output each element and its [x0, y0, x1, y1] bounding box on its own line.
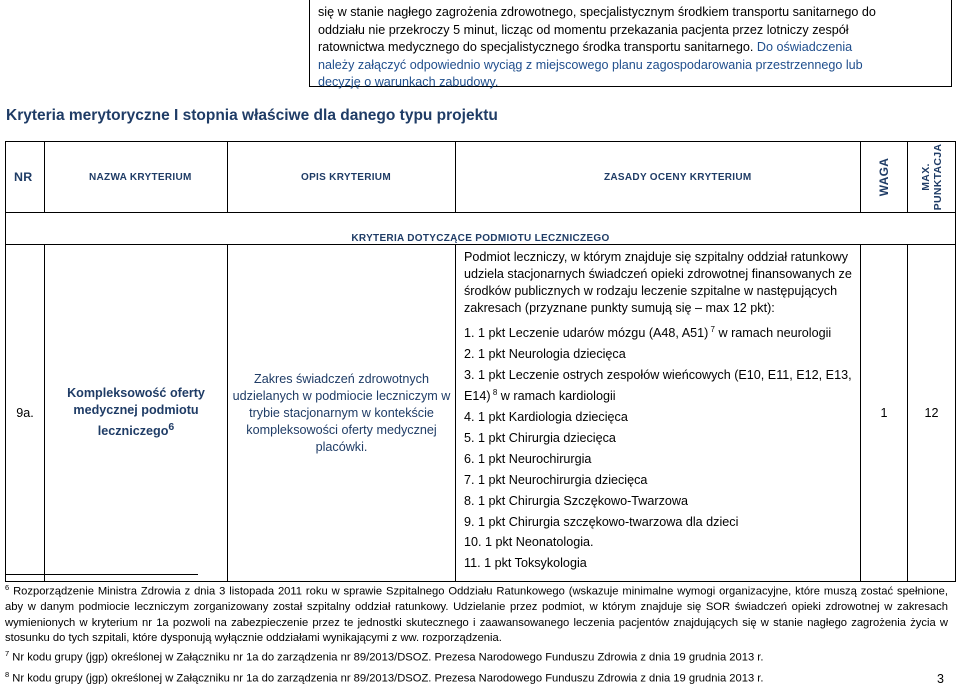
top-text-line-2: oddziału nie przekroczy 5 minut, licząc od momentu przekazania pacjenta przez lotniczy zespół: [318, 22, 849, 37]
rule-item: 4. 1 pkt Kardiologia dziecięca: [464, 410, 628, 425]
rule-item: 1. 1 pkt Leczenie udarów mózgu (A48, A51) $^7$ w ramach neurologii: [464, 325, 832, 341]
section-heading: Kryteria merytoryczne I stopnia właściwe dla danego typu projektu: [6, 107, 498, 124]
criteria-table: [5, 141, 956, 582]
max-points-value: 12: [908, 245, 956, 582]
rule-footnote-ref: 8: [490, 387, 498, 397]
rule-item: 2. 1 pkt Neurologia dziecięca: [464, 347, 626, 362]
rule-item: 7. 1 pkt Neurochirurgia dziecięca: [464, 472, 648, 487]
top-text-highlight: Do oświadczenia: [756, 40, 853, 55]
name-footnote-ref: 6: [168, 421, 175, 434]
header-max: [908, 142, 956, 213]
footnote-marker: 7: [5, 649, 10, 659]
page-number: 3: [937, 672, 944, 686]
rule-item: 10. 1 pkt Neonatologia.: [464, 535, 594, 550]
top-text-line-5: decyzję o warunkach zabudowy.: [318, 75, 499, 90]
top-text-line-1: się w stanie nagłego zagrożenia zdrowotnego, specjalistycznym środkiem transportu sanitarnego do: [318, 5, 876, 19]
footnote: $^8$ Nr kodu grupy (jgp) określonej w Załączniku nr 1a do zarządzenia nr 89/2013/DSOZ. Prezesa Narodowego Funduszu Zdrowia z dnia 19 grudnia 2013 r.: [5, 669, 764, 685]
footnote-marker: 6: [5, 583, 10, 592]
row-number: 9a.: [6, 245, 45, 582]
header-max-line1: MAX.: [919, 163, 932, 191]
weight-value: 1: [861, 245, 908, 582]
rule-item: 8. 1 pkt Chirurgia Szczękowo-Twarzowa: [464, 493, 688, 508]
table-subheader-row: [6, 213, 956, 245]
rule-item: 11. 1 pkt Toksykologia: [464, 556, 587, 571]
rule-item: 3. 1 pkt Leczenie ostrych zespołów wieńcowych (E10, E11, E12, E13, E14) $^8$ w ramach kardiologii: [464, 367, 852, 404]
rule-item: 5. 1 pkt Chirurgia dziecięca: [464, 430, 616, 445]
footnote-separator: [5, 574, 198, 575]
rules-list: [464, 321, 854, 572]
continued-text-box: [309, 0, 952, 90]
footnote-marker: 8: [5, 669, 10, 679]
top-text-line-4: należy załączyć odpowiednio wyciąg z miejscowego planu zagospodarowania przestrzennego lub: [318, 57, 863, 72]
header-max-line2: PUNKTACJA: [931, 143, 944, 211]
rule-footnote-ref: 7: [708, 325, 715, 334]
footnote: $^6$ Rozporządzenie Ministra Zdrowia z dnia 3 listopada 2011 roku w sprawie Szpitalnego Oddziału Ratunkowego (wskazuje minimalne wymogi organizacyjne, które muszą zostać spełnione, aby w danym podmiocie leczniczym zorganizowany został szpitalny oddział ratunkowy. Udzielanie przez podmiot, w którym znajduje się SOR świadczeń opieki zdrowotnej w zakresach wymienionych w kryterium nr 1a pozwoli na zabezpieczenie przez te jednostki skutecznego i zaawansowanego leczenia pacjentów znajdujących się w stanie nagłego zagrożenia życia w stosunku do tych szpitali, które dysponują wyłącznie oddziałami wynikającymi z ww. rozporządzenia.: [5, 583, 948, 644]
rule-item: 9. 1 pkt Chirurgia szczękowo-twarzowa dla dzieci: [464, 514, 739, 529]
criterion-rules: [456, 245, 861, 582]
criterion-name: Kompleksowość oferty medycznej podmiotu leczniczego$^6$: [45, 245, 228, 582]
table-row: [6, 245, 956, 582]
header-nr: NR: [6, 142, 45, 213]
header-desc: OPIS KRYTERIUM: [228, 142, 456, 213]
header-name: NAZWA KRYTERIUM: [45, 142, 228, 213]
footnotes: [5, 580, 948, 687]
footnote: $^7$ Nr kodu grupy (jgp) określonej w Załączniku nr 1a do zarządzenia nr 89/2013/DSOZ. Prezesa Narodowego Funduszu Zdrowia z dnia 19 grudnia 2013 r.: [5, 649, 764, 665]
criterion-description: Zakres świadczeń zdrowotnych udzielanych w podmiocie leczniczym w trybie stacjonarnym w kontekście kompleksowości oferty medycznej placówki.: [228, 245, 456, 582]
rules-intro: Podmiot leczniczy, w którym znajduje się szpitalny oddział ratunkowy udziela stacjonarnych świadczeń opieki zdrowotnej finansowanych ze środków publicznych w rodzaju leczenie szpitalne w następujących zakresach (przyznane punkty sumują się – max 12 pkt):: [464, 250, 852, 315]
top-text-line-3: ratownictwa medycznego do specjalistycznego środka transportu sanitarnego. Do oświadczenia: [318, 40, 853, 55]
subheader-label: KRYTERIA DOTYCZĄCE PODMIOTU LECZNICZEGO: [6, 213, 956, 245]
table-header-row: [6, 142, 956, 213]
rule-item: 6. 1 pkt Neurochirurgia: [464, 451, 592, 466]
header-weight: WAGA: [861, 142, 908, 213]
header-rules: ZASADY OCENY KRYTERIUM: [456, 142, 861, 213]
